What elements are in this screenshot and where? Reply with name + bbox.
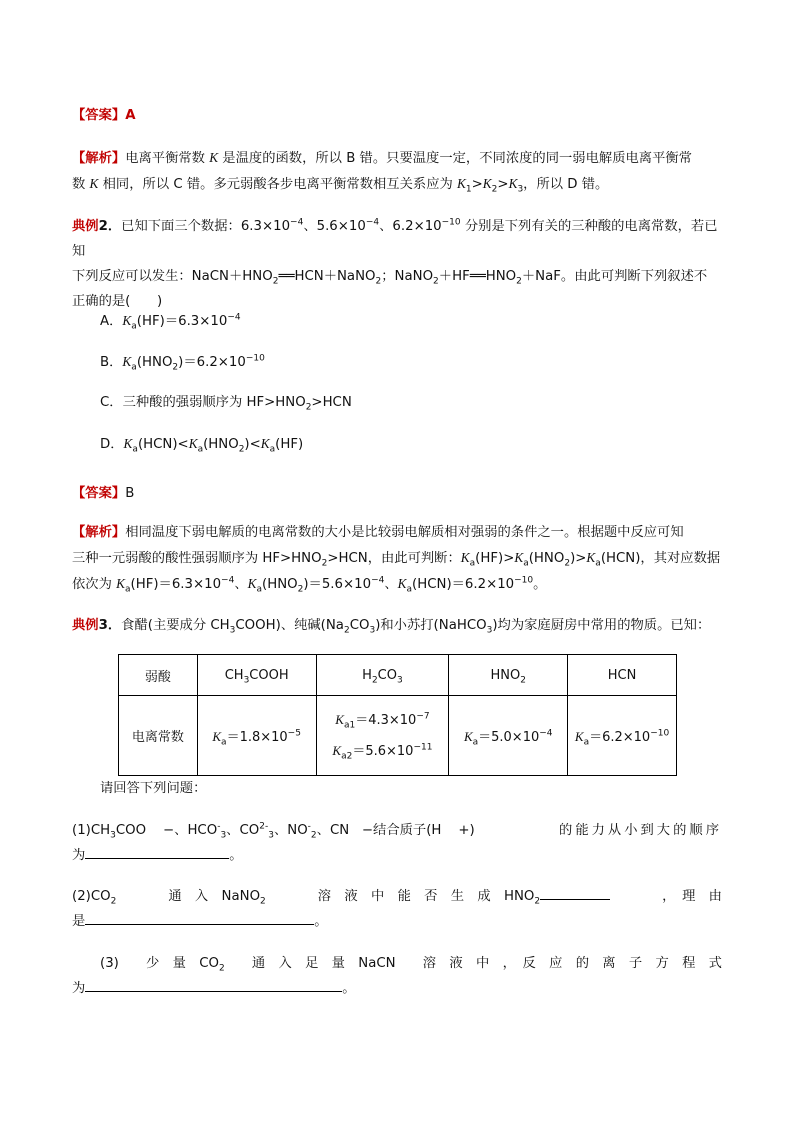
text: ＋HF══HNO bbox=[438, 269, 517, 284]
answer-value: A bbox=[125, 108, 136, 123]
option-a bbox=[100, 311, 241, 332]
sup: −10 bbox=[650, 728, 670, 739]
var-k3: K bbox=[508, 176, 518, 191]
sup: −4 bbox=[290, 217, 304, 228]
table-header-cell: $HNO_2$ bbox=[449, 655, 568, 696]
text: 。 bbox=[314, 914, 328, 929]
answer-label: 【答案】 bbox=[72, 486, 126, 501]
analysis-label: 【解析】 bbox=[72, 151, 126, 166]
sub: a bbox=[125, 584, 131, 595]
text: (HNO bbox=[136, 355, 173, 370]
answer-value: B bbox=[125, 486, 135, 501]
text: (HCN)，其对应数据 bbox=[600, 551, 721, 566]
table-cell bbox=[119, 696, 198, 776]
sup: −10 bbox=[245, 353, 265, 364]
table-header-cell: $CH_3COOH$ bbox=[197, 655, 316, 696]
text: 弱酸 bbox=[144, 669, 171, 685]
sub: a bbox=[469, 558, 476, 569]
text: >HCN bbox=[311, 395, 352, 410]
sup: −4 bbox=[371, 575, 385, 586]
var-k: K bbox=[514, 550, 524, 565]
text: ＝4.3×10 bbox=[355, 712, 417, 728]
sub: a bbox=[406, 584, 413, 595]
text: (HF) bbox=[275, 437, 304, 452]
example-number: 2． bbox=[98, 219, 122, 234]
sup: −4 bbox=[227, 312, 241, 323]
text: (HNO bbox=[203, 437, 239, 452]
text: CO bbox=[349, 618, 370, 633]
example-2 bbox=[72, 214, 722, 314]
sub: a bbox=[256, 584, 263, 595]
text: (3) bbox=[100, 956, 119, 971]
question-3-line-2 bbox=[72, 976, 722, 1001]
text: )< bbox=[244, 437, 261, 452]
text: 。 bbox=[533, 577, 547, 592]
sub: a2 bbox=[341, 751, 353, 762]
table-row bbox=[119, 696, 677, 776]
text: HCN bbox=[607, 667, 637, 683]
text: (HCN)＝6.2×10 bbox=[412, 577, 515, 592]
text: (HCN)< bbox=[137, 437, 189, 452]
sub: a bbox=[472, 737, 479, 748]
analysis-2 bbox=[72, 520, 722, 597]
sub: a bbox=[523, 558, 529, 569]
answer-blank[interactable] bbox=[85, 844, 229, 859]
text: 、6.2×10 bbox=[379, 219, 442, 234]
var-k: K bbox=[586, 550, 596, 565]
example-label: 典例 bbox=[72, 618, 99, 633]
questions-intro bbox=[100, 776, 750, 801]
text: 通 入 NaNO bbox=[168, 889, 261, 904]
text: 少 量 CO bbox=[146, 956, 219, 971]
table-cell bbox=[197, 696, 316, 776]
text: 溶 液 中 能 否 生 成 HNO bbox=[317, 889, 535, 904]
sup: −7 bbox=[416, 711, 430, 722]
sup: −11 bbox=[413, 742, 433, 753]
sup: −4 bbox=[221, 575, 235, 586]
var-k: K bbox=[212, 729, 222, 744]
sup: −4 bbox=[539, 728, 553, 739]
text: 的能力从小到大的顺序 bbox=[559, 823, 722, 838]
var-k: K bbox=[397, 576, 407, 591]
text: (HNO bbox=[528, 551, 565, 566]
answer-blank[interactable] bbox=[85, 910, 314, 925]
sub: 2 bbox=[238, 444, 245, 455]
text: 电离常数 bbox=[131, 730, 184, 745]
var-k: K bbox=[188, 436, 198, 451]
text: 是 bbox=[72, 914, 86, 929]
text: 请回答下列问题： bbox=[100, 781, 207, 796]
text: ＝6.2×10 bbox=[589, 730, 651, 745]
text: 数 bbox=[72, 177, 90, 192]
example-number: 3． bbox=[98, 618, 122, 633]
text: )和小苏打(NaHCO bbox=[375, 618, 487, 633]
text: +) bbox=[458, 823, 475, 838]
sub: a bbox=[131, 362, 137, 373]
text: )> bbox=[570, 551, 587, 566]
text: > bbox=[471, 177, 483, 192]
text: B． bbox=[100, 355, 123, 370]
sub: a bbox=[197, 444, 204, 455]
text: −结合质子(H bbox=[361, 823, 442, 838]
text: A． bbox=[100, 314, 123, 329]
question-1-line-2 bbox=[72, 843, 722, 868]
sub: 2 bbox=[305, 402, 312, 413]
text: (1)CH bbox=[72, 823, 111, 838]
text: (HNO bbox=[262, 577, 298, 592]
text: 。 bbox=[229, 848, 243, 863]
text: 、5.6×10 bbox=[303, 219, 366, 234]
sub: a bbox=[269, 444, 276, 455]
sub: 2 bbox=[564, 558, 571, 569]
example-label: 典例 bbox=[72, 219, 99, 234]
question-3 bbox=[72, 951, 722, 1001]
ionization-constant-table bbox=[118, 654, 677, 776]
text: CO bbox=[377, 667, 397, 683]
sub: 2 bbox=[491, 184, 498, 195]
table-header-cell: $H_2CO_3$ bbox=[316, 655, 449, 696]
text: D． bbox=[100, 437, 124, 452]
q2-part: 溶 液 中 能 否 生 成 $HNO_2$ bbox=[318, 884, 610, 909]
text: 电离平衡常数 bbox=[125, 151, 210, 166]
example-3: 典例3．食醋(主要成分 $CH_3COOH$)、纯碱$(Na_2CO_3)$和小苏打(NaHCO$_3$)均为家庭厨房中常用的物质。已知： bbox=[72, 618, 711, 636]
question-2-line-2 bbox=[72, 909, 722, 934]
sub: a bbox=[583, 737, 590, 748]
question-3-line-1 bbox=[72, 951, 722, 976]
question-2 bbox=[72, 884, 722, 934]
text: 三种一元弱酸的酸性强弱顺序为 HF>HNO bbox=[72, 551, 322, 566]
text: 已知下面三个数据：6.3×10 bbox=[121, 219, 291, 234]
text: ＝1.8×10 bbox=[226, 730, 288, 745]
text: 。 bbox=[342, 981, 356, 996]
text: (HF)> bbox=[475, 551, 515, 566]
table-cell bbox=[568, 696, 677, 776]
sub: 2 bbox=[272, 276, 279, 287]
text: ；NaNO bbox=[381, 269, 434, 284]
question-1-line-1 bbox=[72, 818, 722, 843]
text: 下列反应可以发生：NaCN＋HNO bbox=[72, 269, 273, 284]
sub: a bbox=[131, 321, 137, 332]
var-k: K bbox=[89, 176, 99, 191]
var-k: K bbox=[122, 354, 132, 369]
text: )＝5.6×10 bbox=[303, 577, 372, 592]
text: ，所以 D 错。 bbox=[523, 177, 609, 192]
text: HNO bbox=[490, 667, 521, 683]
text: (HF)＝6.3×10 bbox=[136, 314, 228, 329]
sup: −5 bbox=[287, 728, 301, 739]
var-k: K bbox=[574, 729, 584, 744]
text: 相同温度下弱电解质的电离常数的大小是比较弱电解质相对强弱的条件之一。根据题中反应可知 bbox=[125, 525, 684, 540]
table-header-cell bbox=[568, 655, 677, 696]
answer-blank[interactable] bbox=[85, 977, 342, 992]
text: ＝5.0×10 bbox=[478, 730, 540, 745]
answer-blank[interactable] bbox=[540, 885, 610, 900]
text: CH bbox=[224, 667, 244, 683]
text: 、CN bbox=[316, 823, 350, 838]
text: ＋NaF。由此可判断下列叙述不 bbox=[521, 269, 708, 284]
answer-2 bbox=[72, 481, 722, 506]
analysis-1 bbox=[72, 145, 722, 197]
table-header-row bbox=[119, 655, 677, 696]
q2-part: $(2)CO_2$ bbox=[72, 889, 117, 907]
text: 为 bbox=[72, 848, 86, 863]
text: C．三种酸的强弱顺序为 HF>HNO bbox=[100, 395, 306, 410]
text: 依次为 bbox=[72, 577, 117, 592]
sub: 3 bbox=[517, 184, 524, 195]
text: > bbox=[497, 177, 509, 192]
table-header-cell bbox=[119, 655, 198, 696]
table-cell bbox=[316, 696, 449, 776]
sup: −10 bbox=[514, 575, 534, 586]
sub: a bbox=[221, 737, 227, 748]
var-k: K bbox=[260, 436, 270, 451]
var-k: K bbox=[123, 436, 133, 451]
text: 、 bbox=[384, 577, 398, 592]
text: ， 理 由 bbox=[662, 889, 722, 904]
question-1 bbox=[72, 818, 722, 868]
var-k: K bbox=[463, 729, 473, 744]
text: H bbox=[362, 667, 372, 683]
text: )均为家庭厨房中常用的物质。已知： bbox=[492, 618, 711, 633]
text: 溶 液 中 ， 反 应 的 离 子 方 程 式 bbox=[422, 956, 722, 971]
text: )＝6.2×10 bbox=[178, 355, 246, 370]
answer-label: 【答案】 bbox=[72, 108, 126, 123]
sub: a1 bbox=[343, 720, 356, 731]
q2-part: 通 入 NaNO$_2$ bbox=[168, 889, 266, 907]
text: 、 bbox=[234, 577, 248, 592]
text: 相同，所以 C 错。多元弱酸各步电离平衡常数相互关系应为 bbox=[98, 177, 458, 192]
q3-part: 少 量 $CO_2$ bbox=[146, 956, 225, 974]
sup: −4 bbox=[365, 217, 380, 228]
option-b bbox=[100, 352, 265, 373]
text: ＝5.6×10 bbox=[352, 743, 414, 759]
text: COO bbox=[115, 823, 147, 838]
var-k1: K bbox=[457, 176, 466, 191]
answer-1 bbox=[72, 103, 722, 128]
var-k: K bbox=[247, 576, 257, 591]
sub: a bbox=[595, 558, 601, 569]
text: (HF)＝6.3×10 bbox=[130, 577, 222, 592]
q1-left: $(1)CH_3COO$ −、$HCO^-_3$、$CO^{2-}_3$、$NO^-_2$、CN −结合质子(H +) bbox=[72, 821, 475, 841]
text: 正确的是( ) bbox=[72, 294, 163, 309]
text: 通 入 足 量 NaCN bbox=[251, 956, 396, 971]
sub: a bbox=[132, 444, 138, 455]
text: 是温度的函数，所以 B 错。只要温度一定，不同浓度的同一弱电解质电离平衡常 bbox=[218, 151, 692, 166]
var-k: K bbox=[209, 150, 219, 165]
var-k: K bbox=[335, 711, 344, 727]
sub: 2 bbox=[433, 276, 439, 287]
var-k: K bbox=[460, 550, 470, 565]
text: (2)CO bbox=[72, 889, 111, 904]
analysis-label: 【解析】 bbox=[72, 525, 126, 540]
sub: 2 bbox=[321, 558, 328, 569]
question-2-line-1 bbox=[72, 884, 722, 909]
var-k: K bbox=[116, 576, 125, 591]
sup: −10 bbox=[441, 217, 461, 228]
text: COOH bbox=[249, 667, 289, 683]
var-k2: K bbox=[482, 176, 492, 191]
sub: 2 bbox=[172, 362, 179, 373]
option-c bbox=[100, 393, 352, 413]
var-k: K bbox=[332, 742, 342, 758]
text: >HCN，由此可判断： bbox=[327, 551, 461, 566]
text: −、HCO bbox=[163, 823, 218, 838]
text: ══HCN＋NaNO bbox=[278, 269, 376, 284]
option-d bbox=[100, 434, 303, 455]
text: 分别是下列有关的三种酸的电离常数，若已知 bbox=[72, 219, 718, 259]
sub: 2 bbox=[516, 276, 522, 287]
text: 、NO bbox=[273, 823, 308, 838]
sub: 2 bbox=[375, 276, 382, 287]
sub: 1 bbox=[465, 184, 472, 195]
sub: 2 bbox=[297, 584, 304, 595]
text: 为 bbox=[72, 981, 86, 996]
text: COOH)、纯碱(Na bbox=[235, 618, 344, 633]
var-k: K bbox=[122, 313, 132, 328]
text: 食醋(主要成分 CH bbox=[121, 618, 230, 633]
text: 、CO bbox=[226, 823, 260, 838]
table-cell bbox=[449, 696, 568, 776]
